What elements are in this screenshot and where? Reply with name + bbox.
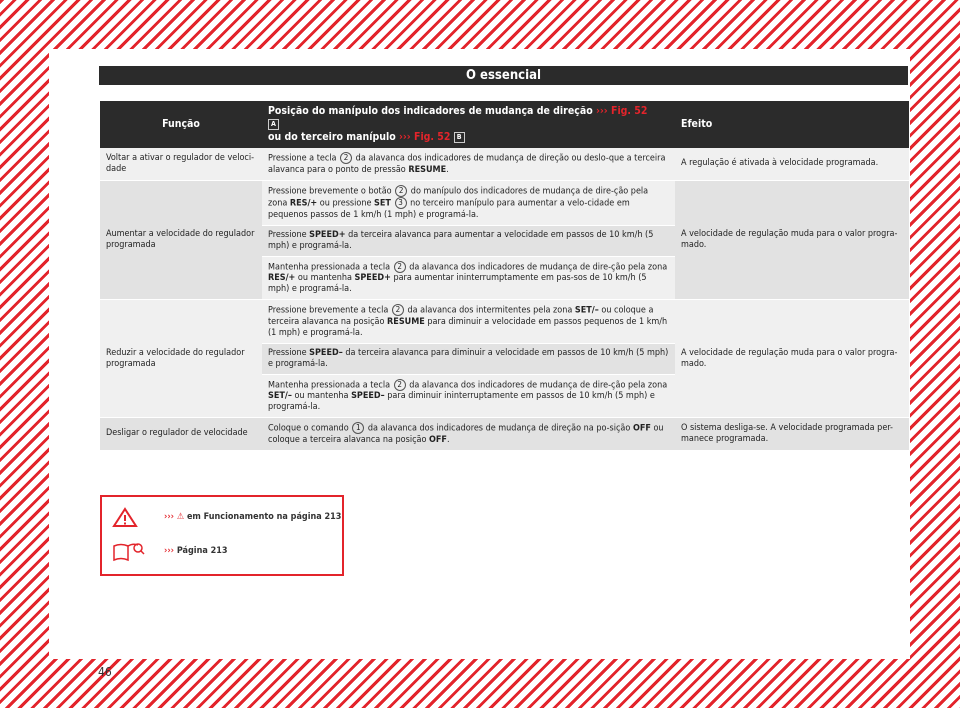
row1-function: Voltar a ativar o regulador de veloci-dade bbox=[100, 148, 262, 181]
notes-box bbox=[100, 495, 344, 576]
book-note[interactable]: ››› Página 213 bbox=[112, 540, 228, 562]
row2-position-b: Pressione SPEED+ da terceira alavanca para aumentar a velocidade em passos de 10 km/h (5 mph) e programá-la. bbox=[262, 226, 675, 257]
row2-position-c: Mantenha pressionada a tecla 2 da alavanca dos indicadores de mudança de dire-ção pela zona RES/+ ou mantenha SPEED+ para aumentar ininterrumptamente em pas-sos de 10 km/h (5 mph) e programá-la. bbox=[262, 257, 675, 301]
row4-function: Desligar o regulador de velocidade bbox=[100, 418, 262, 451]
table-header-row bbox=[100, 101, 909, 148]
table-row bbox=[100, 418, 909, 451]
row4-effect: O sistema desliga-se. A velocidade programada per-manece programada. bbox=[675, 418, 909, 451]
col-function: Função bbox=[100, 101, 262, 148]
row2-function: Aumentar a velocidade do regulador programada bbox=[100, 181, 262, 301]
row1-effect: A regulação é ativada à velocidade programada. bbox=[675, 148, 909, 181]
warning-note: ››› ⚠ em Funcionamento na página 213 bbox=[112, 507, 341, 527]
row3-position-b: Pressione SPEED– da terceira alavanca para diminuir a velocidade em passos de 10 km/h (5 mph) e programá-la. bbox=[262, 344, 675, 375]
table-row bbox=[100, 300, 909, 344]
col-position: Posição do manípulo dos indicadores de mudança de direção ››› Fig. 52 A ou do terceiro manípulo ››› Fig. 52 B bbox=[262, 101, 675, 148]
warning-triangle-icon bbox=[112, 507, 138, 527]
col-effect: Efeito bbox=[675, 101, 909, 148]
row2-effect: A velocidade de regulação muda para o valor progra-mado. bbox=[675, 181, 909, 301]
table-row bbox=[100, 148, 909, 181]
row3-position-a: Pressione brevemente a tecla 2 da alavanca dos intermitentes pela zona SET/– ou coloque a terceira alavanca na posição RESUME para diminuir a velocidade em passos pequenos de 1 km/h (1 mph) e programá-la. bbox=[262, 300, 675, 344]
book-magnifier-icon bbox=[112, 540, 146, 562]
page-number: 46 bbox=[98, 665, 112, 679]
row3-function: Reduzir a velocidade do regulador programada bbox=[100, 300, 262, 418]
page bbox=[49, 49, 910, 679]
row3-position-c: Mantenha pressionada a tecla 2 da alavanca dos indicadores de mudança de dire-ção pela zona SET/– ou mantenha SPEED– para diminuir ininterruptamente em passos de 10 km/h (5 mph) e programá-la. bbox=[262, 375, 675, 419]
row1-position: Pressione a tecla 2 da alavanca dos indicadores de mudança de direção ou deslo-que a terceira alavanca para o ponto de pressão RESUME. bbox=[262, 148, 675, 181]
row2-position-a: Pressione brevemente o botão 2 do manípulo dos indicadores de mudança de dire-ção pela zona RES/+ ou pressione SET 3 no terceiro manípulo para aumentar a velo-cidade em pequenos passos de 1 km/h (1 mph) e programá-la. bbox=[262, 181, 675, 226]
function-table bbox=[100, 101, 909, 451]
table-row bbox=[100, 181, 909, 226]
row3-effect: A velocidade de regulação muda para o valor progra-mado. bbox=[675, 300, 909, 418]
section-header: O essencial bbox=[99, 66, 908, 85]
row4-position: Coloque o comando 1 da alavanca dos indicadores de mudança de direção na po-sição OFF ou coloque a terceira alavanca na posição OFF. bbox=[262, 418, 675, 451]
